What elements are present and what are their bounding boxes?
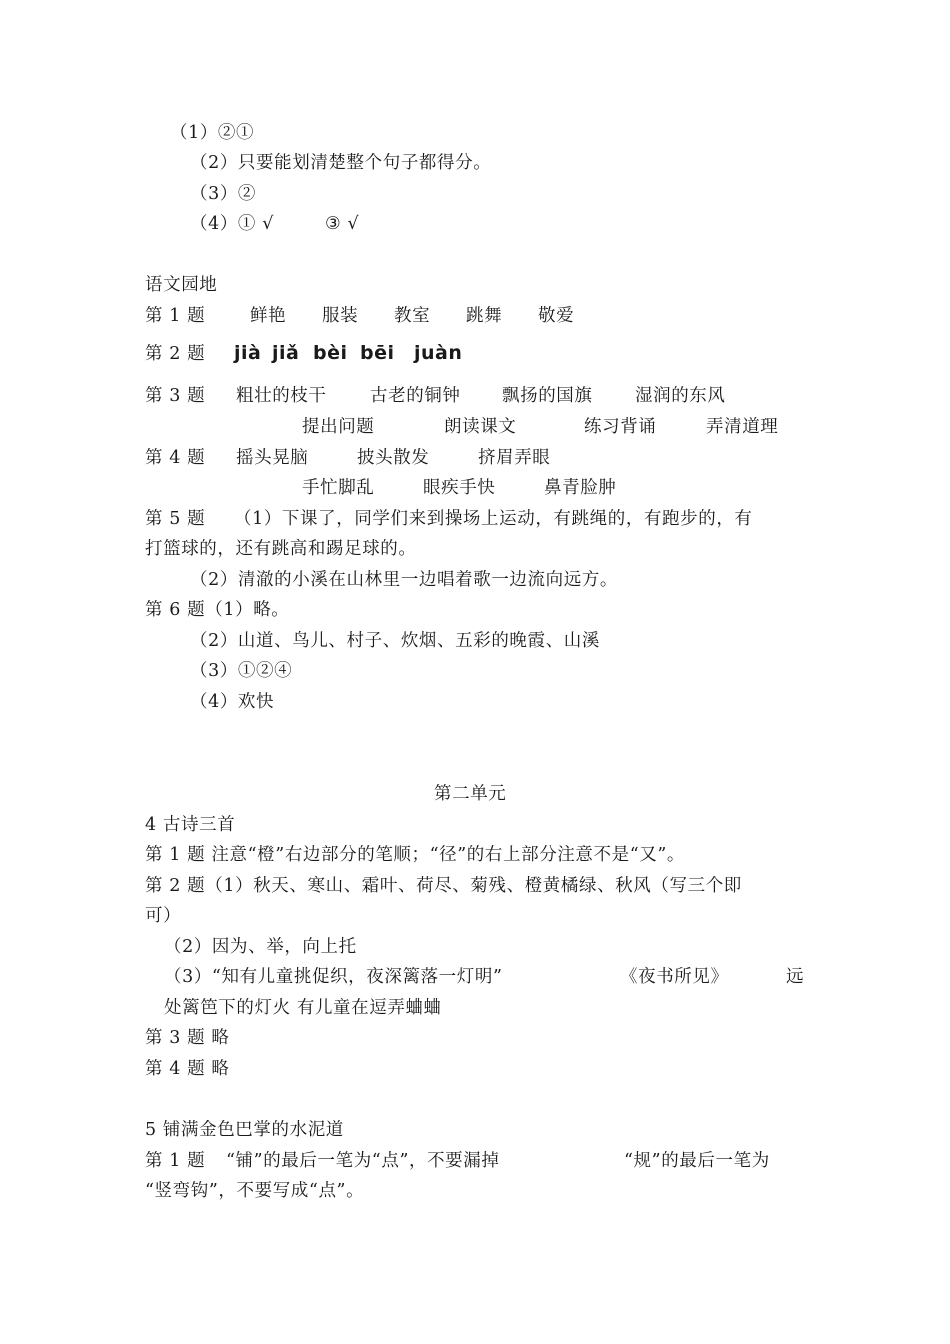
answer-line: （1）②① — [170, 123, 255, 143]
answer-line: （2）山道、鸟儿、村子、炊烟、五彩的晚霞、山溪 — [190, 631, 600, 651]
answer-line: “铺”的最后一笔为“点”，不要漏掉 — [226, 1151, 500, 1171]
answer-line: 打篮球的，还有跳高和踢足球的。 — [145, 539, 417, 559]
answer-line: “竖弯钩”，不要写成“点”。 — [145, 1181, 365, 1201]
answer-line: 第 4 题 略 — [145, 1059, 230, 1079]
answer-phrase: 湿润的东风 — [635, 386, 726, 406]
section-title: 语文园地 — [145, 275, 218, 295]
answer-line: （2）清澈的小溪在山林里一边唱着歌一边流向远方。 — [190, 570, 619, 590]
answer-phrase: 练习背诵 — [584, 417, 657, 437]
pinyin-answer: juàn — [414, 342, 463, 364]
unit-title: 第二单元 — [434, 784, 507, 804]
pinyin-answer: bēi — [360, 342, 395, 364]
answer-line: 第 2 题（1）秋天、寒山、霜叶、荷尽、菊残、橙黄橘绿、秋风（写三个即 — [145, 876, 742, 896]
answer-line: 第 1 题 注意“橙”右边部分的笔顺；“径”的右上部分注意不是“又”。 — [145, 845, 685, 865]
pinyin-answer: jiǎ — [272, 342, 300, 364]
answer-line: 《夜书所见》 — [620, 967, 729, 987]
answer-line: （4）欢快 — [190, 692, 275, 712]
lesson-title: 4 古诗三首 — [145, 815, 236, 835]
answer-line: 第 6 题（1）略。 — [145, 600, 290, 620]
answer-phrase: 手忙脚乱 — [302, 478, 375, 498]
answer-line: 第 3 题 略 — [145, 1028, 230, 1048]
answer-phrase: 朗读课文 — [444, 417, 517, 437]
answer-phrase: 眼疾手快 — [423, 478, 496, 498]
question-label: 第 3 题 — [145, 386, 206, 406]
answer-phrase: 摇头晃脑 — [236, 448, 309, 468]
answer-phrase: 古老的铜钟 — [370, 386, 461, 406]
question-label: 第 2 题 — [145, 344, 206, 364]
answer-line: （3）①②④ — [190, 661, 293, 681]
answer-phrase: 弄清道理 — [706, 417, 779, 437]
answer-line: ③ √ — [325, 214, 360, 234]
answer-phrase: 披头散发 — [357, 448, 430, 468]
answer-phrase: 挤眉弄眼 — [478, 448, 551, 468]
answer-phrase: 鼻青脸肿 — [544, 478, 617, 498]
lesson-title: 5 铺满金色巴掌的水泥道 — [145, 1120, 344, 1140]
answer-line: （4）① √ — [190, 214, 274, 234]
answer-line: （1）下课了，同学们来到操场上运动，有跳绳的，有跑步的，有 — [234, 509, 753, 529]
answer-line: （2）只要能划清楚整个句子都得分。 — [190, 153, 492, 173]
pinyin-answer: jià — [234, 342, 262, 364]
answer-word: 跳舞 — [466, 306, 503, 326]
answer-line: “规”的最后一笔为 — [624, 1151, 770, 1171]
question-label: 第 4 题 — [145, 448, 206, 468]
answer-line: （3）② — [190, 184, 257, 204]
question-label: 第 1 题 — [145, 306, 206, 326]
question-label: 第 5 题 — [145, 509, 206, 529]
answer-line: 可） — [145, 906, 182, 926]
answer-line: 远 — [786, 967, 805, 987]
answer-word: 教室 — [394, 306, 431, 326]
answer-phrase: 提出问题 — [302, 417, 375, 437]
answer-word: 鲜艳 — [250, 306, 287, 326]
answer-line: 处篱笆下的灯火 有儿童在逗弄蛐蛐 — [164, 998, 442, 1018]
answer-phrase: 飘扬的国旗 — [502, 386, 593, 406]
answer-line: （2）因为、举，向上托 — [164, 937, 357, 957]
answer-word: 服装 — [322, 306, 359, 326]
question-label: 第 1 题 — [145, 1151, 206, 1171]
pinyin-answer: bèi — [313, 342, 348, 364]
answer-phrase: 粗壮的枝干 — [236, 386, 327, 406]
answer-line: （3）“知有儿童挑促织，夜深篱落一灯明” — [164, 967, 503, 987]
answer-word: 敬爱 — [538, 306, 575, 326]
